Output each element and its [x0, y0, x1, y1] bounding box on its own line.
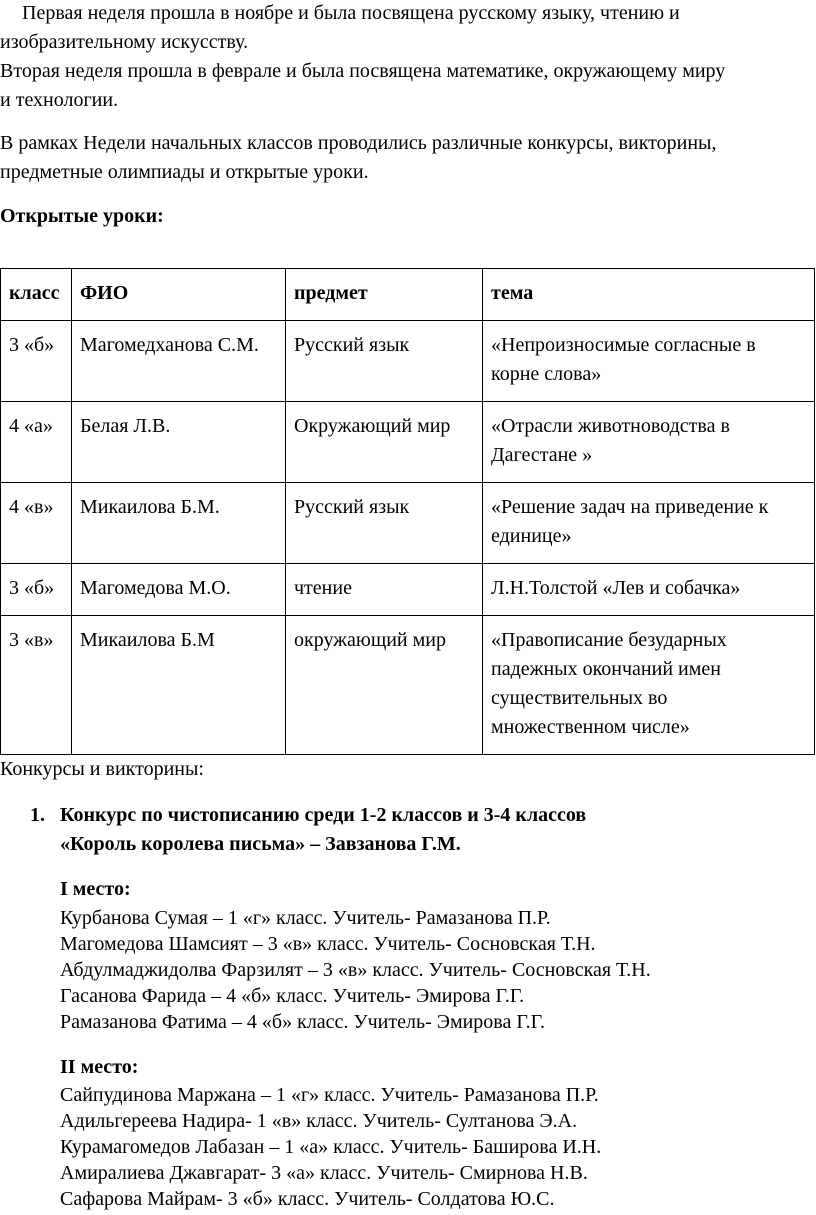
- list-number: 1.: [30, 804, 45, 826]
- place-2-label: II место:: [60, 1056, 139, 1078]
- cell-name: Микаилова Б.М: [72, 616, 286, 755]
- cell-topic: «Решение задач на приведение к единице»: [483, 483, 815, 564]
- header-class: класс: [1, 269, 72, 321]
- intro-line-3: Вторая неделя прошла в феврале и была посвящена математике, окружающему миру: [0, 60, 726, 82]
- winner-item: Сайпудинова Маржана – 1 «г» класс. Учитель- Рамазанова П.Р.: [60, 1084, 599, 1106]
- winner-item: Рамазанова Фатима – 4 «б» класс. Учитель- Эмирова Г.Г.: [60, 1011, 545, 1033]
- cell-topic: Л.Н.Толстой «Лев и собачка»: [483, 564, 815, 616]
- cell-name: Белая Л.В.: [72, 402, 286, 483]
- cell-class: 3 «в»: [1, 616, 72, 755]
- cell-subject: Русский язык: [286, 321, 483, 402]
- table-row: [1, 321, 815, 402]
- cell-subject: окружающий мир: [286, 616, 483, 755]
- header-subject: предмет: [286, 269, 483, 321]
- cell-class: 3 «б»: [1, 564, 72, 616]
- table-row: [1, 616, 815, 755]
- winner-item: Гасанова Фарида – 4 «б» класс. Учитель- Эмирова Г.Г.: [60, 985, 525, 1007]
- table-header-row: [1, 269, 815, 321]
- header-name: ФИО: [72, 269, 286, 321]
- open-lessons-table: [0, 268, 815, 755]
- contest-title-line-1: Конкурс по чистописанию среди 1-2 классов и 3-4 классов: [60, 804, 587, 826]
- intro-line-5: В рамках Недели начальных классов проводились различные конкурсы, викторины,: [0, 132, 717, 154]
- header-topic: тема: [483, 269, 815, 321]
- cell-topic: «Правописание безударных падежных окончаний имен существительных во множественном числе»: [483, 616, 815, 755]
- cell-class: 4 «а»: [1, 402, 72, 483]
- place-1-label: I место:: [60, 878, 131, 900]
- winner-item: Магомедова Шамсият – 3 «в» класс. Учитель- Сосновская Т.Н.: [60, 933, 596, 955]
- intro-line-4: и технологии.: [0, 89, 119, 111]
- cell-subject: Русский язык: [286, 483, 483, 564]
- winner-item: Курамагомедов Лабазан – 1 «а» класс. Учитель- Баширова И.Н.: [60, 1136, 602, 1158]
- cell-name: Магомедова М.О.: [72, 564, 286, 616]
- contest-title-line-2: «Король королева письма» – Завзанова Г.М.: [60, 833, 461, 855]
- cell-topic: «Отрасли животноводства в Дагестане »: [483, 402, 815, 483]
- cell-subject: чтение: [286, 564, 483, 616]
- intro-line-1: Первая неделя прошла в ноябре и была посвящена русскому языку, чтению и: [22, 2, 680, 24]
- contests-heading: Конкурсы и викторины:: [0, 758, 204, 780]
- cell-class: 3 «б»: [1, 321, 72, 402]
- cell-name: Магомедханова С.М.: [72, 321, 286, 402]
- cell-subject: Окружающий мир: [286, 402, 483, 483]
- cell-name: Микаилова Б.М.: [72, 483, 286, 564]
- winner-item: Абдулмаджидолва Фарзилят – 3 «в» класс. Учитель- Сосновская Т.Н.: [60, 959, 651, 981]
- winner-item: Курбанова Сумая – 1 «г» класс. Учитель- Рамазанова П.Р.: [60, 907, 551, 929]
- table-row: [1, 564, 815, 616]
- cell-class: 4 «в»: [1, 483, 72, 564]
- intro-line-6: предметные олимпиады и открытые уроки.: [0, 161, 369, 183]
- table-row: [1, 402, 815, 483]
- intro-line-2: изобразительному искусству.: [0, 31, 249, 53]
- winner-item: Амиралиева Джавгарат- 3 «а» класс. Учитель- Смирнова Н.В.: [60, 1162, 588, 1184]
- open-lessons-heading: Открытые уроки:: [0, 205, 164, 227]
- table-row: [1, 483, 815, 564]
- winner-item: Адильгереева Надира- 1 «в» класс. Учитель- Султанова Э.А.: [60, 1110, 578, 1132]
- winner-item: Сафарова Майрам- 3 «б» класс. Учитель- Солдатова Ю.С.: [60, 1188, 555, 1210]
- cell-topic: «Непроизносимые согласные в корне слова»: [483, 321, 815, 402]
